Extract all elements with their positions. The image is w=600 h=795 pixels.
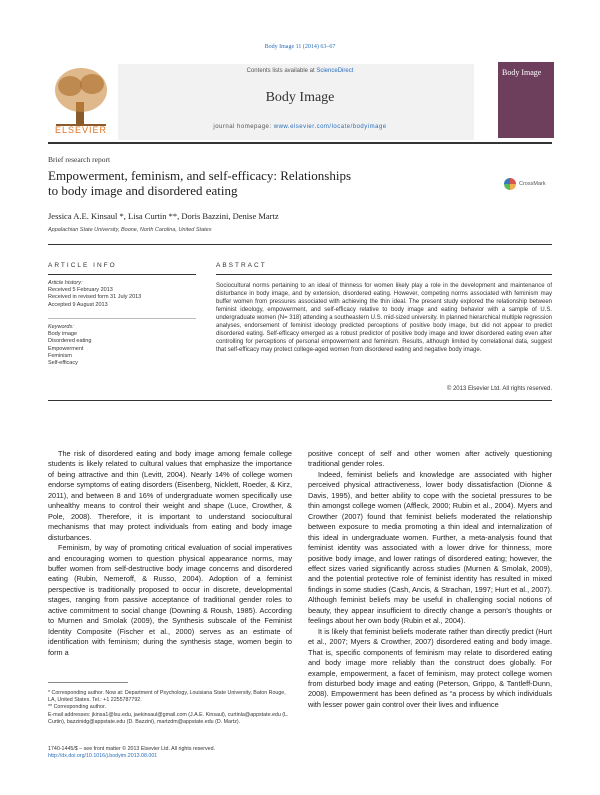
history-accepted: Accepted 9 August 2013 (48, 301, 108, 308)
abstract-bottom-rule (48, 400, 552, 401)
crossmark-icon (504, 178, 516, 190)
body-paragraph: The risk of disordered eating and body image among female college students is likely related to cultural values that emphasize the importance of being attractive and thin (Levitt, 2004). Nearly 14% of college women endorse symptoms of eating disorders (Eisenberg, Nicklett, Roeder, & Kirz, 2011), and between 8 and 16% of undergraduate women specifically use unhealthy means to control their weight and shape (Luce, Crowther, & Pole, 2008). Therefore, it is important to understand sociocultural mechanisms that may protect individuals from eating and body image disturbances. (48, 449, 292, 542)
article-info-heading: ARTICLE INFO (48, 262, 117, 269)
contents-prefix: Contents lists available at (246, 68, 317, 74)
keywords-block (48, 324, 196, 367)
doi-link[interactable]: http://dx.doi.org/10.1016/j.bodyim.2013.08.001 (48, 753, 158, 760)
history-label: Article history: (48, 280, 83, 286)
crossmark-badge[interactable] (504, 177, 552, 191)
body-paragraph: positive concept of self and other women after actively questioning traditional gender roles. (308, 449, 552, 469)
author-list: Jessica A.E. Kinsaul *, Lisa Curtin **, Doris Bazzini, Denise Martz (48, 211, 279, 221)
footnote-corresponding-2: ** Corresponding author. (48, 704, 107, 711)
history-revised: Received in revised form 31 July 2013 (48, 294, 142, 301)
title-line-1: Empowerment, feminism, and self-efficacy: Relationships (48, 168, 352, 183)
footnotes (48, 690, 292, 726)
body-paragraph: Feminism, by way of promoting critical evaluation of social imperatives and encouraging women to question physical appearance norms, may buffer women from self-destructive body image concerns and disordered eating (Rubin, Nemeroff, & Russo, 2004). Adoption of a feminist perspective is traditionally proposed to occur in discrete, developmental stages, ranging from passive acceptance of traditional gender roles to active commitment to social change (Downing & Roush, 1985). According to Murnen and Smolak (2009), the Synthesis subscale of the Feminist Identity Composite (Fischer et al., 2000) serves as an estimate of identification with feminism; during the synthesis stage, women begin to form a (48, 543, 292, 657)
article-title (48, 168, 468, 198)
journal-name: Body Image (265, 90, 335, 105)
footnote-rule (48, 682, 128, 683)
keyword-item: Body image (48, 331, 78, 338)
keywords-rule (48, 318, 196, 319)
abstract-copyright: © 2013 Elsevier Ltd. All rights reserved. (446, 386, 552, 392)
keyword-item: Feminism (48, 352, 72, 359)
section-rule (48, 244, 552, 245)
body-paragraph: It is likely that feminist beliefs moderate rather than directly predict (Hurt et al., 2007; Myers & Crowther, 2007) disordered eating and body image. That is, specific components of feminism may relate to disordered eating and body image more reliably than the construct does globally. For example, empowerment, a facet of feminism, may protect college women from disturbed body image and eating (Peterson, Grippo, & Tantleff-Dunn, 2008). Empowerment has been defined as “a process by which individuals with lesser power gain control over their lives and influence (308, 626, 552, 709)
article-type: Brief research report (48, 155, 111, 164)
homepage-prefix: journal homepage: (213, 124, 274, 130)
info-rule (48, 274, 196, 275)
keyword-item: Empowerment (48, 345, 84, 352)
journal-cover[interactable] (498, 62, 554, 138)
footnote-corresponding-1: * Corresponding author. Now at: Department of Psychology, Louisiana State University, Baton Rouge, LA, United States. Tel.: +1 2255787792. (48, 690, 286, 704)
article-history (48, 280, 196, 309)
header-rule (48, 142, 552, 144)
abstract-text: Sociocultural norms pertaining to an ideal of thinness for women likely play a role in the development and maintenance of disturbance in body image, and by extension, disordered eating. However, competing norms associated with feminism may buffer women from pressures associated with achieving the thin ideal. The present study explored the relationship between feminist ideology, empowerment, and self-efficacy relative to body image and eating behavior with a sample of U.S. undergraduate women (N= 318) attending a southeastern U.S. mid-sized university. In planned hierarchical multiple regression analyses, endorsement of feminist ideology predicted perceptions of positive body image, but did not appear to predict disordered eating. Self-efficacy emerged as a robust predictor of positive body image and lower disordered eating even after controlling for perceptions of personal empowerment and feminism. Results, although limited by correlational data, suggest that self-efficacy may protect college-aged women from disordered eating and negative body image. (216, 283, 552, 353)
crossmark-label: CrossMark (519, 181, 546, 187)
sciencedirect-link[interactable]: ScienceDirect (316, 68, 354, 74)
title-line-2: to body image and disordered eating (48, 183, 238, 198)
body-right-column (308, 449, 552, 710)
body-left-column (48, 449, 292, 658)
journal-citation[interactable]: Body Image 11 (2014) 63–67 (264, 44, 336, 50)
abstract-heading: ABSTRACT (216, 262, 267, 269)
keyword-item: Disordered eating (48, 338, 92, 345)
keyword-item: Self-efficacy (48, 360, 78, 367)
issn-line: 1740-1445/$ – see front matter © 2013 Elsevier Ltd. All rights reserved. (48, 746, 216, 752)
affiliation: Appalachian State University, Boone, North Carolina, United States (48, 227, 212, 233)
publisher-wordmark: ELSEVIER (54, 125, 108, 135)
body-paragraph: Indeed, feminist beliefs and knowledge are associated with higher perceived physical attractiveness, lower body dissatisfaction (Dionne & Davis, 1995), and better ability to cope with the societal pressures to be thin amongst college women (Affleck, 2000; Rubin et al., 2004). Myers and Crowther (2007) found that feminist beliefs moderated the relationship between exposure to media promoting a thin ideal and internalization of this ideal in undergraduate women. Further, a meta-analysis found that feminist identity was associated with a lower drive for thinness, more positive body image, and lower ratings of disordered eating; however, the effect sizes varied significantly across studies (Murnen & Smolak, 2009), and the potential protective role of feminist identity has resulted in mixed findings in some studies (Cash, Ancis, & Strachan, 1997; Hurt et al., 2007). Although feminist beliefs may be useful in challenging social notions of beauty, they appear insufficient to directly change a person's thoughts or feelings about her own body (Rubin et al., 2004). (308, 469, 552, 626)
footnote-emails: E-mail addresses: jkinsa1@lsu.edu, jaekinsaul@gmail.com (J.A.E. Kinsaul), curtinla@appstate.edu (L. Curtin), bazzinidg@appstate.edu (D. Bazzini), martzdm@appstate.edu (D. Martz). (48, 711, 289, 725)
keywords-label: Keywords: (48, 324, 74, 330)
abstract-rule (216, 274, 552, 275)
cover-title: Body Image (502, 68, 542, 77)
homepage-link[interactable]: www.elsevier.com/locate/bodyimage (273, 124, 387, 130)
issn-block (48, 746, 292, 760)
history-received: Received 5 February 2013 (48, 287, 113, 294)
